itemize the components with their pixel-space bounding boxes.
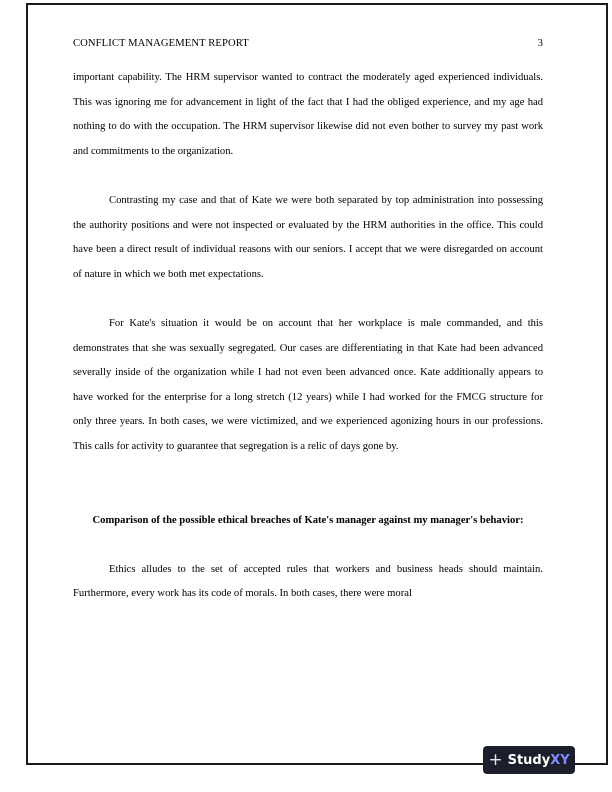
running-header: [73, 38, 543, 49]
document-body: [73, 66, 543, 607]
paragraph-3: For Kate's situation it would be on account that her workplace is male commanded, and this demonstrates that she was sexually segregated. Our cases are differentiating in that Kate had been advanced severally inside of the organization while I had not even been advanced once. Kate additionally appears to have worked for the enterprise for a long stretch (12 years) while I had worked for the FMCG structure for only three years. In both cases, we were victimized, and we experienced agonizing hours in our professions. This calls for activity to guarantee that segregation is a relic of days gone by.: [73, 317, 543, 452]
page-number: 3: [537, 38, 543, 49]
brand-study: Study: [507, 752, 551, 768]
plus-icon: +: [488, 749, 503, 770]
brand-xy: XY: [550, 752, 570, 768]
studyxy-watermark: [483, 746, 575, 774]
running-title: CONFLICT MANAGEMENT REPORT: [73, 38, 249, 49]
paragraph-2: Contrasting my case and that of Kate we were both separated by top administration into possessing the authority positions and were not inspected or evaluated by the HRM authorities in the office. This could have been a direct result of individual reasons with our seniors. I accept that we were disregarded on account of nature in which we both met expectations.: [73, 194, 543, 280]
section-heading: Comparison of the possible ethical breaches of Kate's manager against my manager's behavior:: [92, 514, 524, 526]
paragraph-1: important capability. The HRM supervisor wanted to contract the moderately aged experienced individuals. This was ignoring me for advancement in light of the fact that I had the obliged experience, and my age had nothing to do with the occupation. The HRM supervisor likewise did not even bother to survey my past work and commitments to the organization.: [73, 72, 543, 157]
paragraph-4: Ethics alludes to the set of accepted rules that workers and business heads should maintain. Furthermore, every work has its code of morals. In both cases, there were moral: [73, 563, 543, 600]
